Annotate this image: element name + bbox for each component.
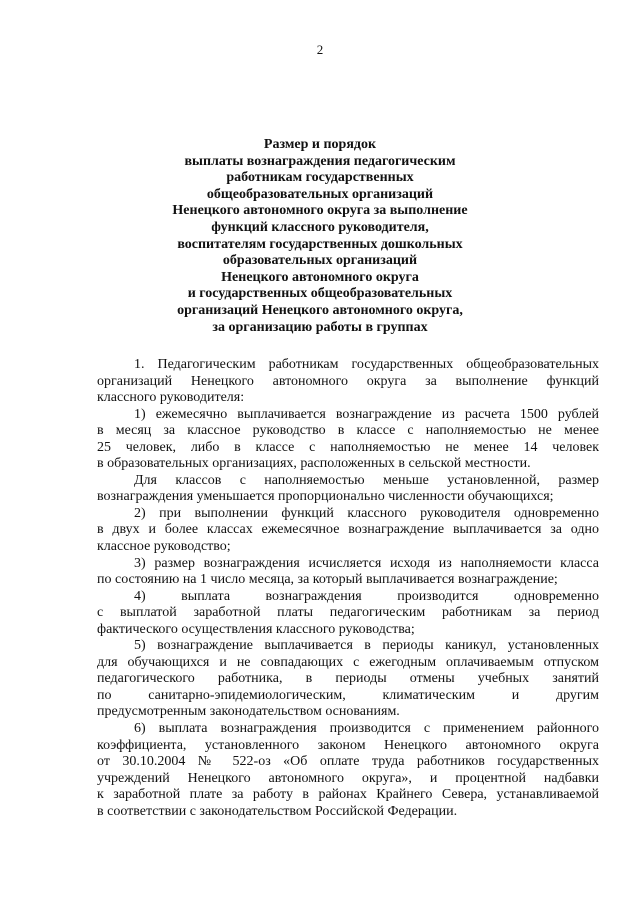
paragraph-line: предусмотренным законодательством основаниям. [97,704,400,720]
title-line: образовательных организаций [222,253,418,269]
paragraph-line: педагогического работника, в периоды отмены учебных занятий [97,671,599,687]
paragraph-line: 3) размер вознаграждения исчисляется исходя из наполняемости класса [134,555,599,571]
paragraph-line: 25 человек, либо в классе с наполняемостью не менее 14 человек [97,439,599,455]
paragraph-line: классное руководство; [97,539,231,555]
paragraph-line: 2) при выполнении функций классного руководителя одновременно [134,505,599,521]
paragraph-line: организаций Ненецкого автономного округа за выполнение функций [97,373,599,389]
paragraph-line: в соответствии с законодательством Российской Федерации. [97,803,458,819]
paragraph-line: 5) вознаграждение выплачивается в периоды каникул, установленных [134,638,599,654]
paragraph-line: фактического осуществления классного руководства; [97,621,415,637]
title-line: Ненецкого автономного округа за выполнение [172,203,468,219]
paragraph-line: к заработной плате за работу в районах Крайнего Севера, устанавливаемой [97,787,599,803]
paragraph-line: учреждений Ненецкого автономного округа», и процентной надбавки [97,770,599,786]
title-line: за организацию работы в группах [212,319,428,335]
title-line: работникам государственных [226,170,414,186]
title-line: и государственных общеобразовательных [187,286,453,302]
title-line: функций классного руководителя, [211,219,429,235]
title-line: Размер и порядок [263,137,377,152]
paragraph-line: вознаграждения уменьшается пропорционально численности обучающихся; [97,489,554,505]
title-line: выплаты вознаграждения педагогическим [184,153,456,169]
paragraph-line: 6) выплата вознаграждения производится с применением районного [134,721,599,737]
document-title [140,137,500,336]
title-line: Ненецкого автономного округа [221,269,419,285]
paragraph-line: Для классов с наполняемостью меньше установленной, размер [134,472,599,488]
page-number: 2 [316,42,324,57]
paragraph-line: в образовательных организациях, расположенных в сельской местности. [97,456,531,472]
title-line: общеобразовательных организаций [206,186,434,202]
paragraph-line: с выплатой заработной платы педагогическим работникам за период [97,605,599,621]
paragraph-line: 1) ежемесячно выплачивается вознаграждение из расчета 1500 рублей [134,406,599,422]
paragraph-line: по состоянию на 1 число месяца, за который выплачивается вознаграждение; [97,572,558,588]
paragraph-line: 1. Педагогическим работникам государственных общеобразовательных [134,357,599,372]
paragraph-line: 4) выплата вознаграждения производится одновременно [134,588,599,604]
paragraph-line: в месяц за классное руководство в классе с наполняемостью не менее [97,423,599,439]
document-body [97,357,599,820]
paragraph-line: в двух и более классах ежемесячное вознаграждение выплачивается за одно [97,522,599,538]
title-line: воспитателям государственных дошкольных [177,236,463,252]
paragraph-line: классного руководителя: [97,390,245,406]
title-line: организаций Ненецкого автономного округа, [177,302,463,318]
paragraph-line: коэффициента, установленного законом Ненецкого автономного округа [97,737,599,753]
paragraph-line: от 30.10.2004 № 522-оз «Об оплате труда работников государственных [97,754,599,770]
paragraph-line: по санитарно-эпидемиологическим, климатическим и другим [97,687,599,703]
paragraph-line: для обучающихся и не совпадающих с ежегодным оплачиваемым отпуском [97,654,599,670]
